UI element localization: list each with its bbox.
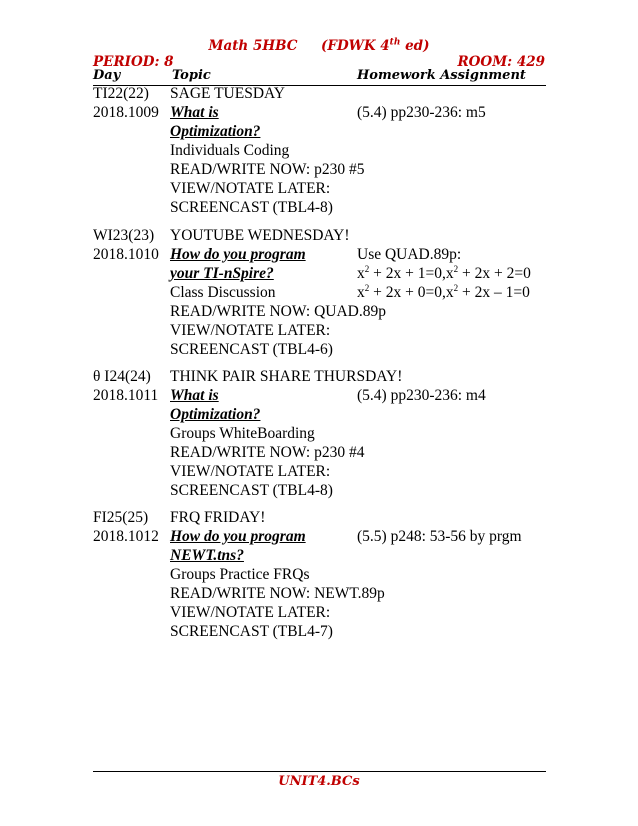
- detail-line: Groups WhiteBoarding: [170, 425, 315, 442]
- topic-line: How do you program: [170, 246, 306, 263]
- day-theme: SAGE TUESDAY: [170, 85, 285, 102]
- topic-line: What is: [170, 104, 219, 121]
- topic-line: Optimization?: [170, 406, 261, 423]
- detail-line: SCREENCAST (TBL4-6): [170, 341, 333, 358]
- column-header-topic: Topic: [172, 68, 211, 83]
- day-code: TI22(22): [93, 85, 149, 102]
- column-header-day: Day: [93, 68, 121, 83]
- detail-line: READ/WRITE NOW: p230 #4: [170, 444, 365, 461]
- day-date: 2018.1009: [93, 104, 159, 121]
- homework-assignment: Use QUAD.89p:: [357, 246, 462, 263]
- day-theme: YOUTUBE WEDNESDAY!: [170, 227, 350, 244]
- topic-line: your TI-nSpire?: [170, 265, 274, 282]
- equation-line: $x^2 + 2x + 1=0,x^2 + 2x + 2=0$: [357, 263, 531, 282]
- detail-line: Groups Practice FRQs: [170, 566, 310, 583]
- header-divider: [93, 85, 546, 86]
- detail-line: Class Discussion: [170, 284, 276, 301]
- equation-line: $x^2 + 2x + 0=0,x^2 + 2x - 1=0$: [357, 282, 530, 301]
- day-theme: THINK PAIR SHARE THURSDAY!: [170, 368, 403, 385]
- course-title: [0, 38, 638, 54]
- detail-line: VIEW/NOTATE LATER:: [170, 322, 331, 339]
- period-label: PERIOD: 8: [93, 54, 174, 70]
- day-date: 2018.1011: [93, 387, 159, 404]
- day-date: 2018.1010: [93, 246, 159, 263]
- detail-line: READ/WRITE NOW: NEWT.89p: [170, 585, 385, 602]
- detail-line: READ/WRITE NOW: QUAD.89p: [170, 303, 386, 320]
- course-name: Math 5HBC: [208, 38, 298, 54]
- room-label: ROOM: 429: [457, 54, 545, 70]
- day-theme: FRQ FRIDAY!: [170, 509, 266, 526]
- day-date: 2018.1012: [93, 528, 159, 545]
- day-code: WI23(23): [93, 227, 155, 244]
- topic-line: How do you program: [170, 528, 306, 545]
- edition-label: (FDWK 4th ed): [321, 37, 430, 54]
- detail-line: Individuals Coding: [170, 142, 290, 159]
- detail-line: SCREENCAST (TBL4-8): [170, 199, 333, 216]
- column-header-homework: Homework Assignment: [357, 68, 526, 83]
- footer-unit-label: UNIT4.BCs: [278, 774, 360, 789]
- footer-divider: [93, 771, 546, 772]
- topic-line: NEWT.tns?: [170, 547, 244, 564]
- topic-line: What is: [170, 387, 219, 404]
- detail-line: VIEW/NOTATE LATER:: [170, 180, 331, 197]
- detail-line: VIEW/NOTATE LATER:: [170, 463, 331, 480]
- day-code: θ I24(24): [93, 368, 151, 385]
- homework-assignment: (5.4) pp230-236: m4: [357, 387, 486, 404]
- topic-line: Optimization?: [170, 123, 261, 140]
- homework-assignment: (5.5) p248: 53-56 by prgm: [357, 528, 522, 545]
- detail-line: VIEW/NOTATE LATER:: [170, 604, 331, 621]
- detail-line: READ/WRITE NOW: p230 #5: [170, 161, 365, 178]
- detail-line: SCREENCAST (TBL4-7): [170, 623, 333, 640]
- day-code: FI25(25): [93, 509, 149, 526]
- homework-assignment: (5.4) pp230-236: m5: [357, 104, 486, 121]
- detail-line: SCREENCAST (TBL4-8): [170, 482, 333, 499]
